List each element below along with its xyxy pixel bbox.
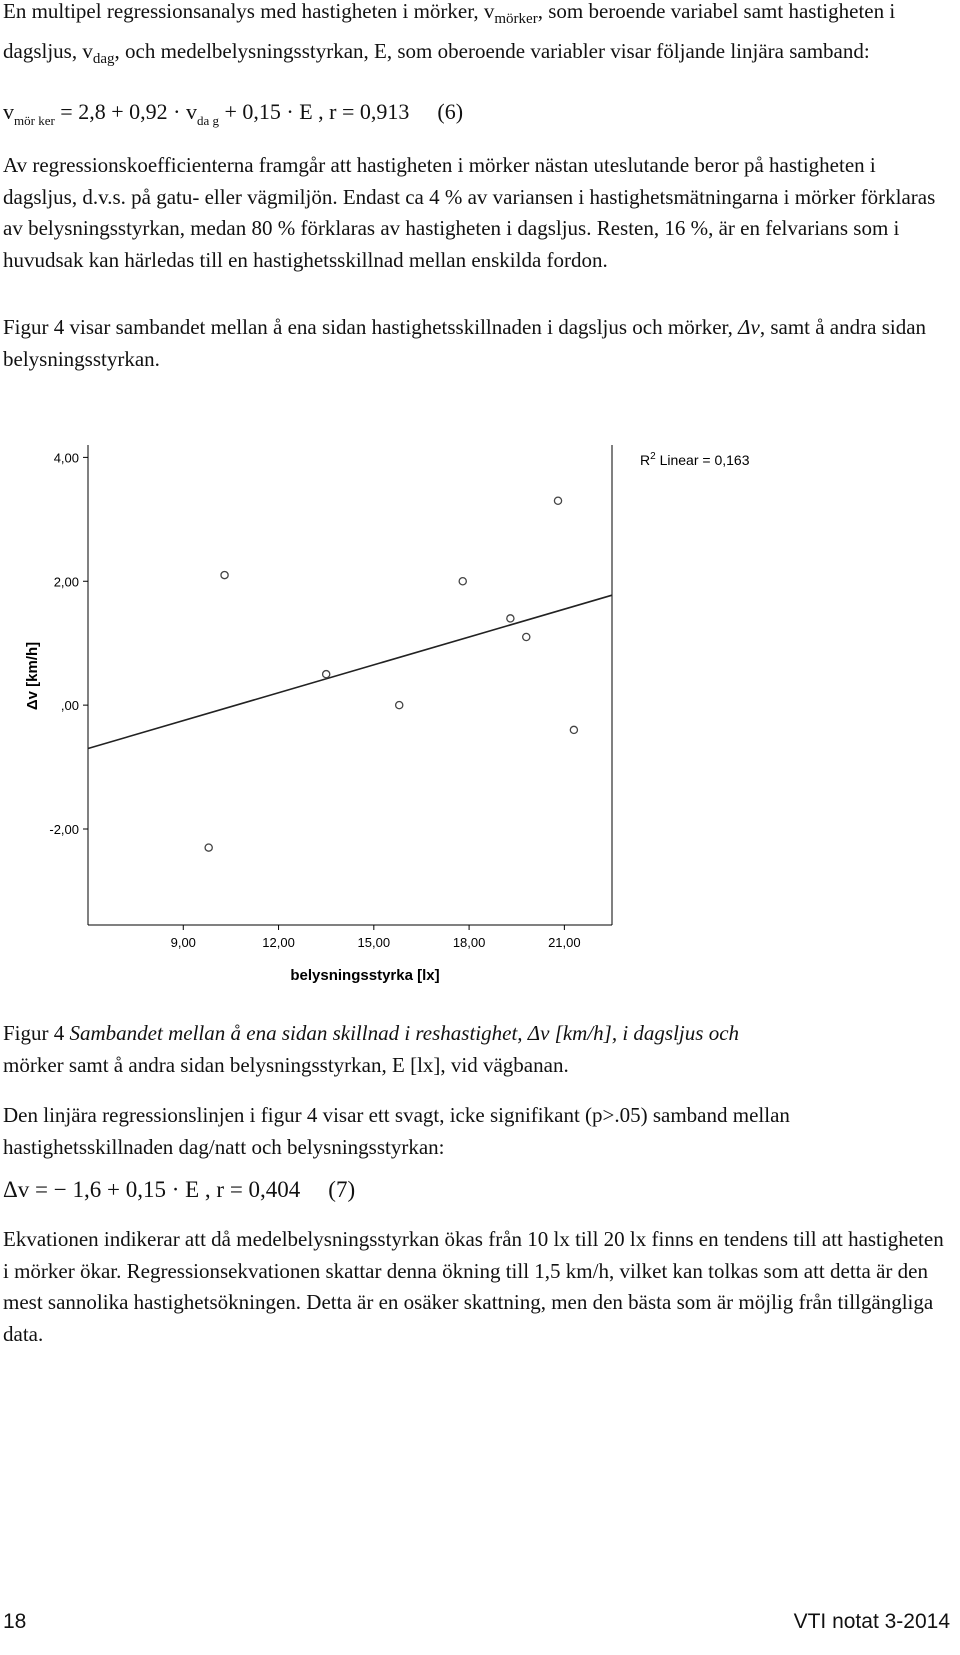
data-point	[554, 497, 561, 504]
caption-italic: Sambandet mellan å ena sidan skillnad i reshastighet, Δv [km/h], i dagsljus och	[69, 1021, 740, 1045]
figure-reference-paragraph	[3, 312, 953, 375]
data-point	[570, 726, 577, 733]
report-series: VTI notat 3-2014	[793, 1610, 950, 1633]
y-tick-label: 2,00	[53, 574, 79, 590]
caption-rest: mörker samt å andra sidan belysningsstyrkan, E [lx], vid vägbanan.	[3, 1052, 569, 1077]
x-tick-label: 12,00	[262, 935, 295, 950]
y-tick-label: 4,00	[53, 450, 79, 466]
chart-points	[205, 497, 577, 851]
data-point	[221, 571, 228, 578]
data-point	[205, 844, 212, 851]
r-squared-annotation	[640, 451, 750, 468]
data-point	[396, 702, 403, 709]
eq6-v: v	[3, 99, 14, 124]
eq6-rhs1: = 2,8 + 0,92 · v	[54, 99, 197, 124]
x-tick-label: 9,00	[170, 935, 196, 950]
figure-caption	[3, 1018, 953, 1081]
y-axis-label: Δv [km/h]	[24, 641, 41, 711]
linear-regression-paragraph: Den linjära regressionslinjen i figur 4 visar ett svagt, icke signifikant (p>.05) samband mellan hastighetsskillnaden dag/natt och belysningsstyrkan:	[3, 1103, 790, 1159]
equation-6	[3, 99, 463, 129]
figref-delta-v: Δv	[738, 315, 760, 339]
figref-text-1: Figur 4 visar sambandet mellan å ena sidan hastighetsskillnaden i dagsljus och mörker,	[3, 315, 739, 339]
equation-7	[3, 1177, 355, 1203]
eq7-text: Δv = − 1,6 + 0,15 · E , r = 0,404	[3, 1177, 301, 1202]
data-point	[459, 578, 466, 585]
scatter-chart	[0, 445, 960, 1025]
intro-sub-morker: mörker	[494, 11, 538, 28]
intro-sub-dag: dag	[92, 50, 115, 67]
x-tick-label: 18,00	[452, 935, 486, 950]
regression-line	[88, 595, 612, 748]
eq6-rhs2: + 0,15 · E , r = 0,913	[218, 99, 410, 124]
data-point	[507, 615, 514, 622]
eq7-number: (7)	[328, 1177, 356, 1202]
y-tick-label: -2,00	[49, 822, 79, 837]
intro-text-1: En multipel regressionsanalys med hastigheten i mörker, v	[3, 0, 495, 23]
intro-paragraph	[3, 0, 953, 75]
page-number: 18	[3, 1610, 27, 1633]
conclusion-paragraph: Ekvationen indikerar att då medelbelysningsstyrkan ökas från 10 lx till 20 lx finns en tendens till att hastigheten i mörker ökar. Regressionsekvationen skattar denna ökning till 1,5 km/h, vilket kan tolkas som att detta är den mest sannolika hastighetsökningen. Detta är en osäker skattning, men den bästa som är möjlig från tillgängliga data.	[3, 1227, 944, 1346]
r-squared-sup: 2	[650, 451, 656, 462]
chart-ticks	[49, 450, 580, 950]
eq6-sub-morker: mör ker	[14, 113, 55, 128]
r-squared-r: R	[640, 452, 651, 468]
data-point	[523, 633, 530, 640]
y-tick-label: ,00	[60, 698, 79, 714]
caption-label: Figur 4	[3, 1021, 70, 1045]
x-tick-label: 21,00	[548, 935, 581, 950]
intro-text-2: , som beroende variabel samt hastigheten i dagsljus, v	[3, 0, 896, 63]
eq6-sub-dag: da g	[196, 113, 219, 128]
data-point	[323, 671, 330, 678]
regression-paragraph: Av regressionskoefficienterna framgår att hastigheten i mörker nästan uteslutande beror på hastigheten i dagsljus, d.v.s. på gatu- eller vägmiljön. Endast ca 4 % av variansen i hastighetsmätningarna i mörker förklaras av belysningsstyrkan, medan 80 % förklaras av hastigheten i dagsljus. Resten, 16 %, är en felvarians som i huvudsak kan härledas till en hastighetsskillnad mellan enskilda fordon.	[3, 153, 936, 272]
figref-text-2: , samt å andra sidan belysningsstyrkan.	[3, 315, 927, 371]
chart-regression	[88, 595, 612, 748]
chart-axes	[88, 445, 612, 925]
x-tick-label: 15,00	[357, 935, 391, 950]
eq6-number: (6)	[437, 99, 464, 124]
intro-text-3: , och medelbelysningsstyrkan, E, som oberoende variabler visar följande linjära samband:	[114, 38, 870, 63]
x-axis-label: belysningsstyrka [lx]	[290, 967, 440, 984]
r-squared-rest: Linear = 0,163	[655, 452, 750, 468]
